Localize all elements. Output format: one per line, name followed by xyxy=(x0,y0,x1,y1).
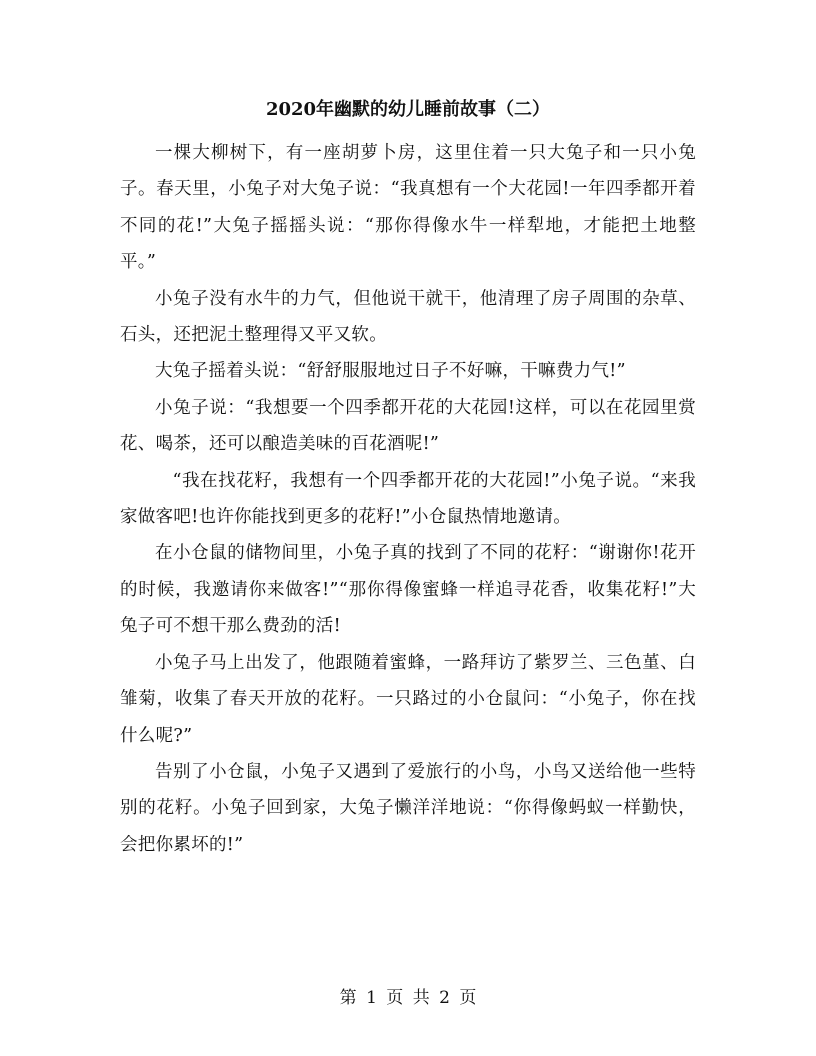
paragraph-5: “我在找花籽，我想有一个四季都开花的大花园!”小兔子说。“来我家做客吧!也许你能找到更多的花籽!”小仓鼠热情地邀请。 xyxy=(120,470,696,528)
paragraph-3: 大兔子摇着头说：“舒舒服服地过日子不好嘛，干嘛费力气!” xyxy=(155,361,626,382)
paragraph-2: 小兔子没有水牛的力气，但他说干就干，他清理了房子周围的杂草、石头，还把泥土整理得又平又软。 xyxy=(120,288,696,346)
paragraph-1: 一棵大柳树下，有一座胡萝卜房，这里住着一只大兔子和一只小兔子。春天里，小兔子对大兔子说：“我真想有一个大花园!一年四季都开着不同的花!”大兔子摇摇头说：“那你得像水牛一样犁地，才能把土地整平。” xyxy=(120,143,696,273)
page-footer: 第 1 页 共 2 页 xyxy=(339,988,477,1008)
document-title: 2020年幽默的幼儿睡前故事（二） xyxy=(265,99,551,120)
paragraph-4: 小兔子说：“我想要一个四季都开花的大花园!这样，可以在花园里赏花、喝茶，还可以酿造美味的百花酒呢!” xyxy=(120,397,696,455)
paragraph-6: 在小仓鼠的储物间里，小兔子真的找到了不同的花籽：“谢谢你!花开的时候，我邀请你来做客!”“那你得像蜜蜂一样追寻花香，收集花籽!”大兔子可不想干那么费劲的活! xyxy=(120,543,696,637)
document-body xyxy=(120,135,696,863)
paragraph-7: 小兔子马上出发了，他跟随着蜜蜂，一路拜访了紫罗兰、三色堇、白雏菊，收集了春天开放的花籽。一只路过的小仓鼠问：“小兔子，你在找什么呢?” xyxy=(120,652,696,746)
paragraph-8: 告别了小仓鼠，小兔子又遇到了爱旅行的小鸟，小鸟又送给他一些特别的花籽。小兔子回到家，大兔子懒洋洋地说：“你得像蚂蚁一样勤快，会把你累坏的!” xyxy=(120,761,696,855)
